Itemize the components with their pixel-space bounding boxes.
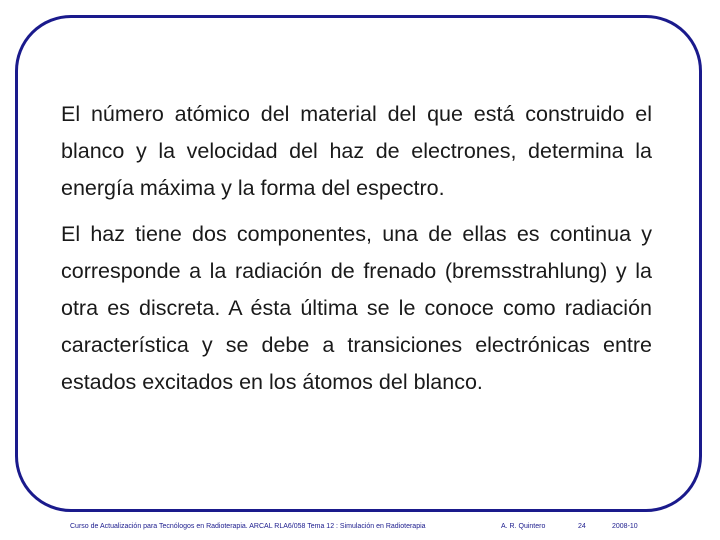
slide-body bbox=[61, 96, 652, 401]
slide-footer bbox=[70, 523, 650, 535]
footer-author: A. R. Quintero bbox=[501, 523, 546, 530]
footer-page-number: 24 bbox=[578, 523, 586, 530]
paragraph-beam-components: El haz tiene dos componentes, una de ellas es continua y corresponde a la radiación de frenado (bremsstrahlung) y la otra es discreta. A ésta última se le conoce como radiación característica y se debe a transiciones electrónicas entre estados excitados en los átomos del blanco. bbox=[61, 222, 652, 394]
footer-course: Curso de Actualización para Tecnólogos en Radioterapia. ARCAL RLA6/058 Tema 12 : Simulación en Radioterapia bbox=[70, 523, 426, 530]
paragraph-atomic-number: El número atómico del material del que está construido el blanco y la velocidad del haz de electrones, determina la energía máxima y la forma del espectro. bbox=[61, 102, 652, 200]
footer-date: 2008-10 bbox=[612, 523, 638, 530]
